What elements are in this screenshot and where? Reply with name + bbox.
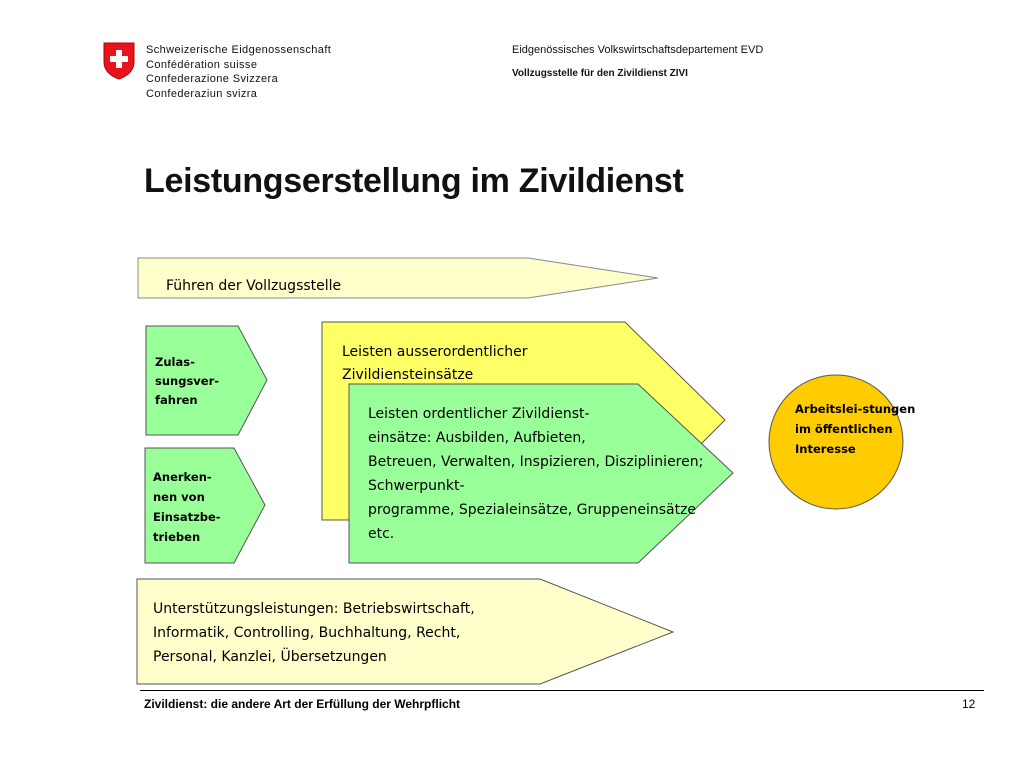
zulassung-label: Zulas- sungsver- fahren [155,355,220,407]
page-number: 12 [962,697,976,711]
confederation-line-fr: Confédération suisse [146,58,258,71]
confederation-line-de: Schweizerische Eidgenossenschaft [146,44,332,56]
anerkennen-label: Anerken- nen von Einsatzbe- trieben [153,470,221,544]
arbeitsleistungen-label: Arbeitslei-stungen im öffentlichen Interesse [795,402,916,456]
ausserordentlich-label: Leisten ausserordentlicher Zivildiensteinsätze [342,344,528,383]
footer-text: Zivildienst: die andere Art der Erfüllung der Wehrpflicht [144,697,461,711]
department-name: Eidgenössisches Volkswirtschaftsdepartement EVD [512,44,764,56]
office-name: Vollzugsstelle für den Zivildienst ZIVI [512,68,688,79]
fuehren-label: Führen der Vollzugsstelle [166,278,342,294]
unterstuetzung-label: Unterstützungsleistungen: Betriebswirtschaft, Informatik, Controlling, Buchhaltung, Recht, Personal, Kanzlei, Übersetzungen [153,601,475,665]
confederation-line-it: Confederazione Svizzera [146,73,279,85]
page-title: Leistungserstellung im Zivildienst [144,162,684,200]
confederation-line-rm: Confederaziun svizra [146,87,258,100]
footer-divider [140,690,984,691]
anerkennen-shape [145,448,265,563]
ordentlich-label: Leisten ordentlicher Zivildienst- einsätze: Ausbilden, Aufbieten, Betreuen, Verwalten, Inspizieren, Disziplinieren; Schwerpunkt- programme, Spezialeinsätze, Gruppeneinsätze etc. [368,406,704,542]
